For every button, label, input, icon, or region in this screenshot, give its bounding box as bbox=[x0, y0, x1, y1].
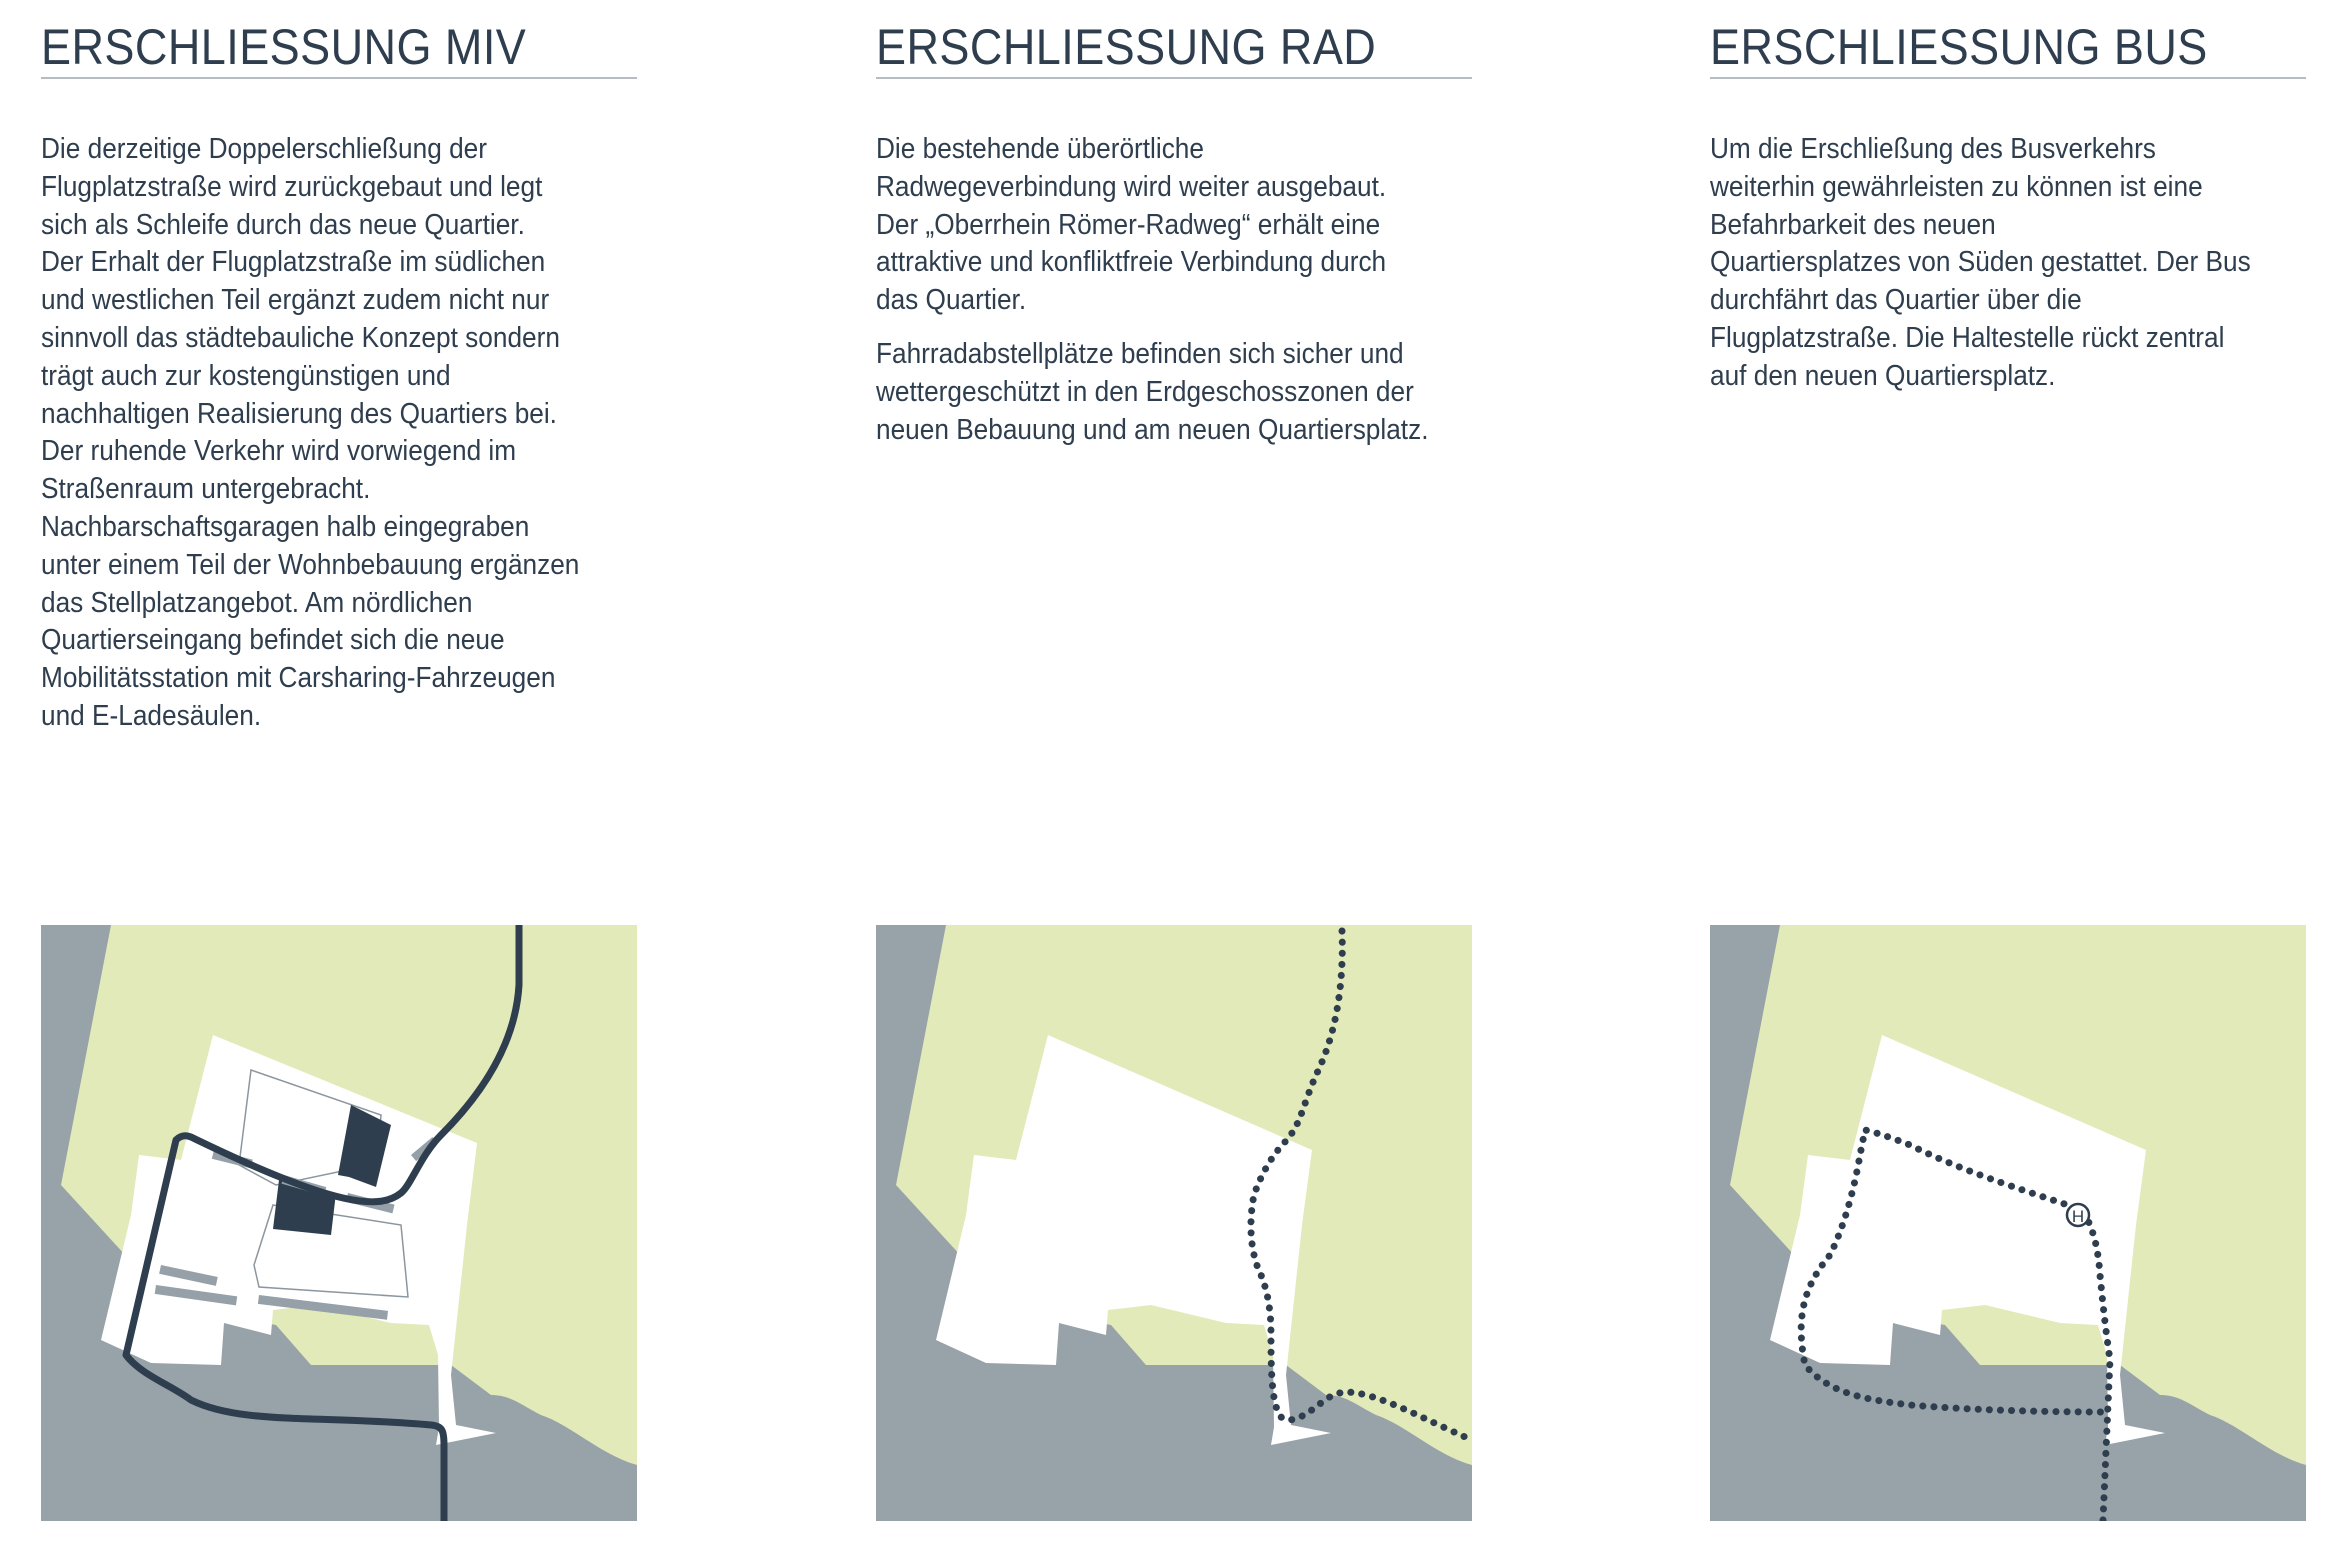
paragraph bbox=[876, 131, 1446, 320]
text-line: Fahrradabstellplätze befinden sich sicher und bbox=[876, 337, 1404, 370]
text-line: neuen Bebauung und am neuen Quartiersplatz. bbox=[876, 413, 1429, 446]
text-line: und E-Ladesäulen. bbox=[41, 699, 262, 732]
text-line: Befahrbarkeit des neuen bbox=[1710, 208, 1996, 241]
text-line: Die bestehende überörtliche bbox=[876, 133, 1204, 165]
bus-stop-icon bbox=[2067, 1204, 2089, 1226]
text-line: und westlichen Teil ergänzt zudem nicht nur bbox=[41, 284, 550, 317]
text-line: trägt auch zur kostengünstigen und bbox=[41, 359, 451, 392]
section-text bbox=[41, 131, 611, 752]
text-line: wettergeschützt in den Erdgeschosszonen der bbox=[876, 375, 1414, 408]
section-title: ERSCHLIESSUNG BUS bbox=[1710, 19, 2208, 75]
section-text bbox=[1710, 131, 2280, 412]
bike-route-map bbox=[876, 925, 1472, 1521]
car-access-route-map bbox=[41, 925, 637, 1521]
text-line: das Stellplatzangebot. Am nördlichen bbox=[41, 586, 473, 619]
text-line: Straßenraum untergebracht. bbox=[41, 473, 371, 506]
text-line: nachhaltigen Realisierung des Quartiers bei. bbox=[41, 397, 557, 430]
paragraph bbox=[1710, 131, 2280, 396]
text-line: Radwegeverbindung wird weiter ausgebaut. bbox=[876, 170, 1387, 203]
text-line: Flugplatzstraße. Die Haltestelle rückt zentral bbox=[1710, 321, 2225, 354]
text-line: Der ruhende Verkehr wird vorwiegend im bbox=[41, 435, 517, 468]
text-line: Flugplatzstraße wird zurückgebaut und legt bbox=[41, 170, 543, 203]
bus-stop-label: H bbox=[2071, 1207, 2085, 1226]
text-line: weiterhin gewährleisten zu können ist eine bbox=[1710, 170, 2203, 203]
text-line: Quartierseingang befindet sich die neue bbox=[41, 624, 505, 657]
section-text bbox=[876, 131, 1446, 465]
section-title: ERSCHLIESSUNG MIV bbox=[41, 19, 527, 75]
text-line: Der „Oberrhein Römer-Radweg“ erhält eine bbox=[876, 208, 1381, 241]
title-divider bbox=[876, 77, 1472, 79]
section-title: ERSCHLIESSUNG RAD bbox=[876, 19, 1377, 75]
text-line: Um die Erschließung des Busverkehrs bbox=[1710, 133, 2156, 165]
text-line: sinnvoll das städtebauliche Konzept sondern bbox=[41, 321, 560, 354]
text-line: attraktive und konfliktfreie Verbindung durch bbox=[876, 246, 1387, 279]
title-divider bbox=[1710, 77, 2306, 79]
bus-route-map bbox=[1710, 925, 2306, 1521]
text-line: Nachbarschaftsgaragen halb eingegraben bbox=[41, 510, 530, 543]
text-line: sich als Schleife durch das neue Quartier. bbox=[41, 208, 525, 241]
text-line: unter einem Teil der Wohnbebauung ergänzen bbox=[41, 548, 580, 581]
paragraph bbox=[41, 131, 611, 736]
text-line: auf den neuen Quartiersplatz. bbox=[1710, 359, 2056, 392]
text-line: durchfährt das Quartier über die bbox=[1710, 284, 2082, 317]
text-line: Der Erhalt der Flugplatzstraße im südlichen bbox=[41, 246, 546, 279]
paragraph bbox=[876, 336, 1446, 449]
text-line: Quartiersplatzes von Süden gestattet. Der Bus bbox=[1710, 246, 2251, 279]
text-line: Mobilitätsstation mit Carsharing-Fahrzeugen bbox=[41, 662, 556, 695]
title-divider bbox=[41, 77, 637, 79]
text-line: Die derzeitige Doppelerschließung der bbox=[41, 133, 487, 165]
text-line: das Quartier. bbox=[876, 284, 1027, 317]
